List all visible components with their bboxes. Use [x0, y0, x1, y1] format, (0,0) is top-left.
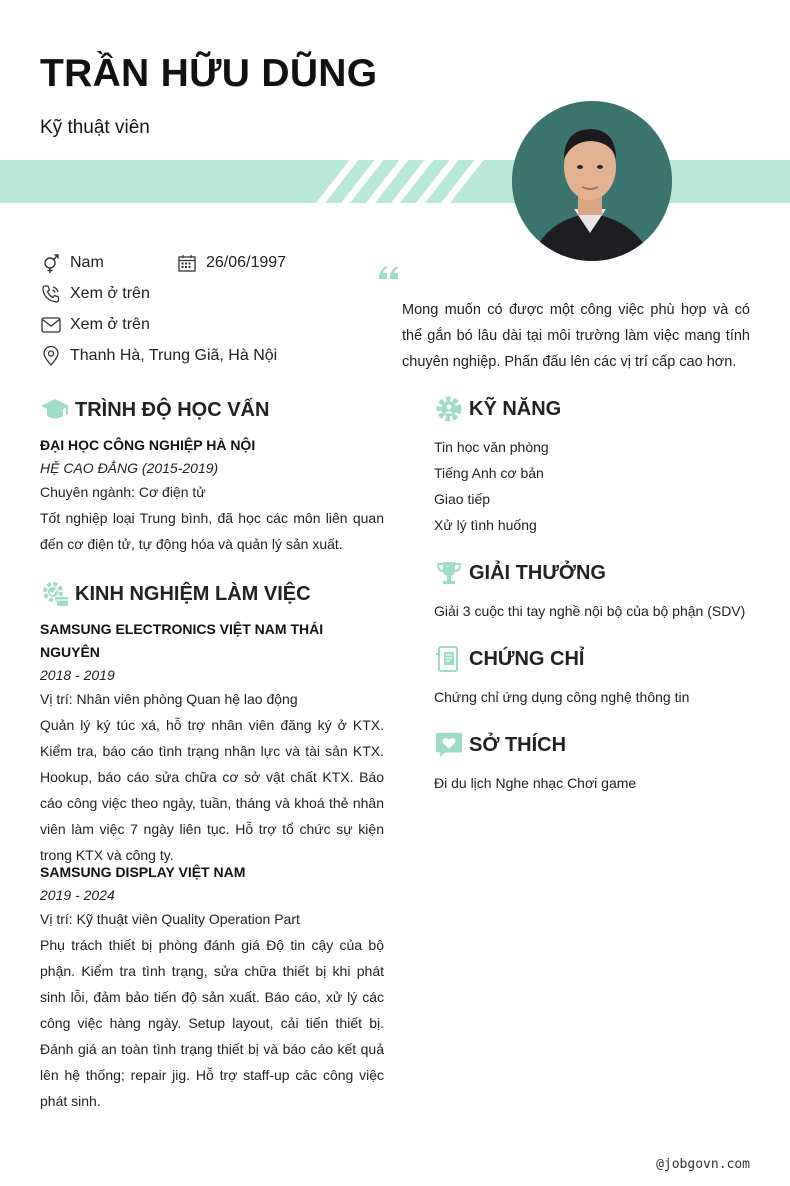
experience-heading — [40, 579, 311, 609]
gender-icon — [40, 252, 62, 274]
gender-value: Nam — [70, 254, 104, 271]
contact-email — [40, 314, 150, 336]
award-item: Giải 3 cuộc thi tay nghề nội bộ của bộ phận (SDV) — [434, 603, 746, 619]
quote-icon — [377, 262, 401, 287]
experience-title: KINH NGHIỆM LÀM VIỆC — [75, 582, 311, 605]
hobbies-heading — [434, 730, 566, 760]
calendar-icon — [176, 252, 198, 274]
contact-birthday — [176, 252, 286, 274]
avatar-portrait — [512, 101, 672, 261]
awards-heading — [434, 558, 606, 588]
skill-item: Tiếng Anh cơ bản — [434, 465, 544, 481]
degree: HỆ CAO ĐẲNG (2015-2019) — [40, 460, 219, 476]
skill-item: Xử lý tình huống — [434, 517, 537, 533]
position: Vị trí: Kỹ thuật viên Quality Operation Part — [40, 911, 300, 927]
graduation-cap-icon — [40, 395, 70, 425]
avatar — [512, 101, 672, 261]
education-title: TRÌNH ĐỘ HỌC VẤN — [75, 398, 270, 421]
awards-title: GIẢI THƯỞNG — [469, 561, 606, 584]
skill-item: Tin học văn phòng — [434, 439, 549, 455]
education-heading — [40, 395, 269, 425]
skills-list — [434, 434, 549, 538]
phone-icon — [40, 283, 62, 305]
contact-gender — [40, 252, 104, 274]
watermark-text: @jobgovn.com — [656, 1157, 750, 1172]
heart-icon — [434, 730, 464, 760]
hobby-list: Đi du lịch Nghe nhạc Chơi game — [434, 775, 637, 791]
school-name: ĐẠI HỌC CÔNG NGHIỆP HÀ NỘI — [40, 437, 256, 453]
certificates-title: CHỨNG CHỈ — [469, 647, 585, 670]
certificate-icon — [434, 644, 464, 674]
position: Vị trí: Nhân viên phòng Quan hệ lao động — [40, 691, 298, 707]
contact-phone — [40, 283, 150, 305]
major: Chuyên ngành: Cơ điện tử — [40, 484, 206, 500]
work-description: Phụ trách thiết bị phòng đánh giá Độ tin cậy của bộ phận. Kiểm tra tình trạng, sửa chữa thiết bị khi phát sinh lỗi, đảm bảo tiến độ sản xuất. Báo cáo, xử lý các công việc hàng ngày. Setup layout, cải tiến thiết bị. Đánh giá an toàn tình trạng thiết bị và báo cáo kết quả lên hệ thống; repair jig. Hỗ trợ staff-up các công việc phát sinh. — [40, 937, 384, 1109]
email-value: Xem ở trên — [70, 316, 150, 333]
address-value: Thanh Hà, Trung Giã, Hà Nội — [70, 347, 278, 364]
skills-title: KỸ NĂNG — [469, 397, 562, 420]
company-name: SAMSUNG DISPLAY VIỆT NAM — [40, 864, 246, 880]
job-title: Kỹ thuật viên — [40, 117, 150, 138]
skill-item: Giao tiếp — [434, 491, 491, 507]
career-objective: Mong muốn có được một công việc phù hợp và có thể gắn bó lâu dài tại môi trường làm việc mang tính chuyên nghiệp. Phấn đấu lên các vị trí cấp cao hơn. — [402, 302, 750, 370]
contact-address — [40, 345, 277, 367]
company-name: SAMSUNG ELECTRONICS VIỆT NAM THÁI NGUYÊN — [40, 621, 324, 660]
trophy-icon — [434, 558, 464, 588]
work-period: 2018 - 2019 — [40, 667, 115, 683]
work-description: Quản lý ký túc xá, hỗ trợ nhân viên đăng ký ở KTX. Kiểm tra, báo cáo tình trạng nhân lực và tài sản KTX. Hookup, báo cáo sửa chữa cơ sở vật chất KTX. Báo cáo công việc theo ngày, tuần, tháng và khoá thẻ nhân viên làm việc 7 ngày liên tục. Hỗ trợ tổ chức sự kiện trong KTX và công ty. — [40, 717, 384, 863]
phone-value: Xem ở trên — [70, 285, 150, 302]
work-period: 2019 - 2024 — [40, 887, 115, 903]
candidate-name: TRẦN HỮU DŨNG — [40, 52, 378, 95]
certificates-heading — [434, 644, 584, 674]
experience-entry — [40, 618, 384, 868]
skill-gear-icon — [434, 394, 464, 424]
education-entry — [40, 434, 384, 557]
experience-entry — [40, 861, 384, 1114]
location-icon — [40, 345, 62, 367]
skills-heading — [434, 394, 561, 424]
education-description: Tốt nghiệp loại Trung bình, đã học các môn liên quan đến cơ điện tử, tự động hóa và quản lý sản xuất. — [40, 510, 384, 552]
gear-check-icon — [40, 579, 70, 609]
email-icon — [40, 314, 62, 336]
birthday-value: 26/06/1997 — [206, 254, 287, 271]
certificate-item: Chứng chỉ ứng dụng công nghệ thông tin — [434, 689, 690, 705]
hobbies-title: SỞ THÍCH — [469, 733, 567, 756]
